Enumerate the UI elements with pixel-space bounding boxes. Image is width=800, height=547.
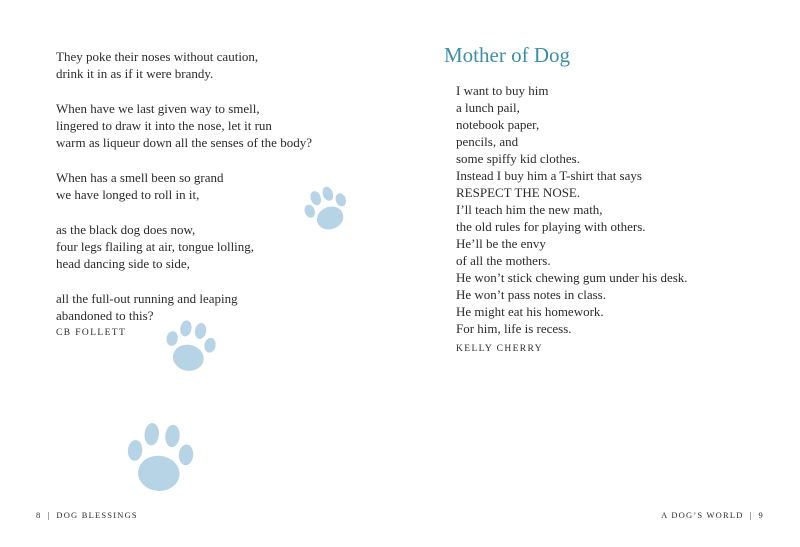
poem-line: as the black dog does now, (56, 222, 196, 237)
right-page (400, 0, 800, 547)
poem-line: He’ll be the envy (456, 236, 546, 251)
poem-line: He won’t pass notes in class. (456, 287, 606, 302)
paw-print-icon (120, 416, 200, 502)
page-number-right: 9 (758, 510, 764, 520)
poem-body-right (456, 82, 688, 337)
poem-body-left (56, 48, 312, 342)
section-title: A DOG’S WORLD (661, 510, 744, 520)
poem-line: some spiffy kid clothes. (456, 151, 580, 166)
poem-line: lingered to draw it into the nose, let it run (56, 118, 272, 133)
poem-line: four legs flailing at air, tongue lolling, (56, 239, 255, 254)
poem-line: notebook paper, (456, 117, 540, 132)
poem-line: RESPECT THE NOSE. (456, 185, 581, 200)
poem-line: warm as liqueur down all the senses of the body? (56, 135, 312, 150)
poem-line: For him, life is recess. (456, 321, 572, 336)
poem-line: abandoned to this? (56, 308, 154, 323)
author-right: KELLY CHERRY (456, 344, 544, 354)
footer-separator: | (749, 510, 753, 520)
paw-print-icon (158, 317, 222, 379)
poem-line: head dancing side to side, (56, 256, 190, 271)
poem-line: a lunch pail, (456, 100, 520, 115)
poem-line: we have longed to roll in it, (56, 187, 200, 202)
stanza-4 (56, 221, 312, 272)
poem-line: I want to buy him (456, 83, 549, 98)
stanza-3 (56, 169, 312, 203)
poem-title: Mother of Dog (444, 43, 570, 67)
footer-left (36, 510, 138, 520)
poem-line: pencils, and (456, 134, 519, 149)
poem-line: He won’t stick chewing gum under his desk. (456, 270, 688, 285)
poem-line: When have we last given way to smell, (56, 101, 260, 116)
poem-line: He might eat his homework. (456, 304, 604, 319)
footer-right (661, 510, 764, 520)
poem-line: the old rules for playing with others. (456, 219, 646, 234)
poem-line: of all the mothers. (456, 253, 551, 268)
poem-line: drink it in as if it were brandy. (56, 66, 214, 81)
paw-print-icon (295, 182, 357, 238)
poem-line: When has a smell been so grand (56, 170, 224, 185)
poem-line: Instead I buy him a T-shirt that says (456, 168, 642, 183)
footer-separator: | (47, 510, 51, 520)
stanza-2 (56, 100, 312, 151)
page-number-left: 8 (36, 510, 42, 520)
book-title: DOG BLESSINGS (56, 510, 138, 520)
poem-line: They poke their noses without caution, (56, 49, 259, 64)
stanza-1 (56, 48, 312, 82)
poem-line: all the full-out running and leaping (56, 291, 238, 306)
author-left: CB FOLLETT (56, 328, 127, 338)
poem-line: I’ll teach him the new math, (456, 202, 603, 217)
